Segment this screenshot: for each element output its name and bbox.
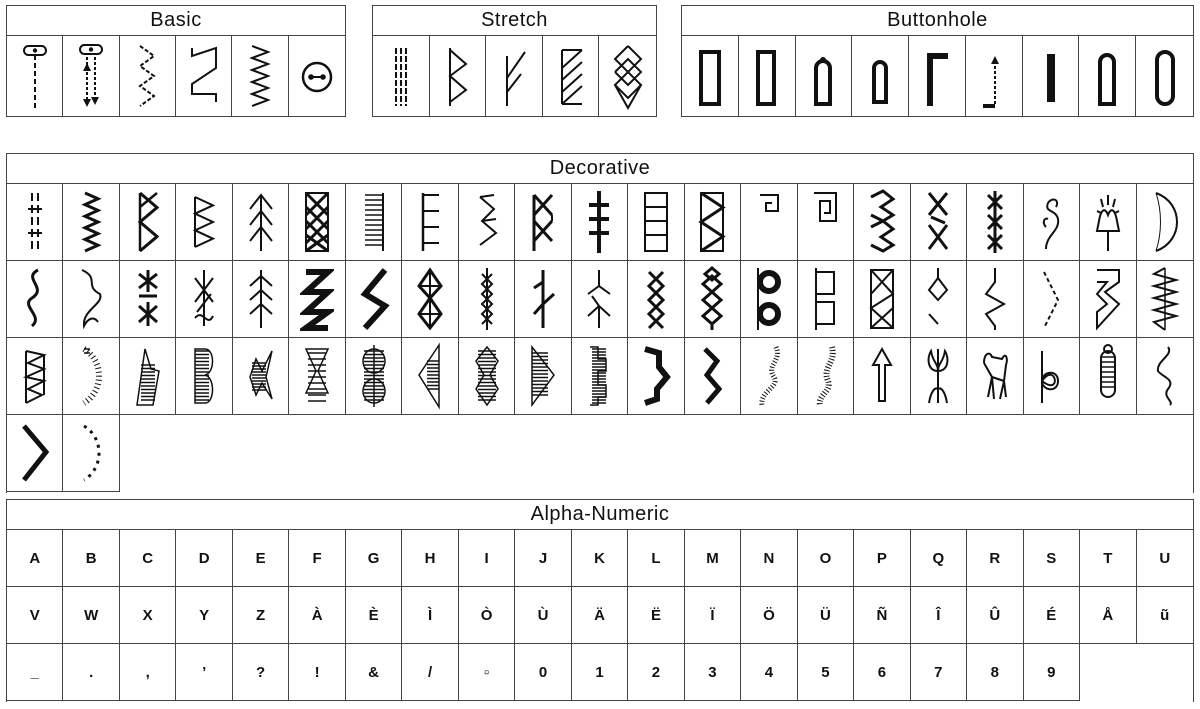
- triangle-box-icon[interactable]: [854, 261, 910, 338]
- square-buttonhole-icon[interactable]: [682, 36, 739, 117]
- character-key[interactable]: S: [1024, 530, 1080, 587]
- rounded-buttonhole-icon[interactable]: [1079, 36, 1136, 117]
- dashed-chevron-icon[interactable]: [1024, 261, 1080, 338]
- bartack-l-icon[interactable]: [909, 36, 966, 117]
- shell-satin-icon[interactable]: [7, 338, 63, 415]
- feather-zig-icon[interactable]: [459, 184, 515, 261]
- buttonhole-section: [681, 5, 1194, 117]
- character-key[interactable]: À: [289, 587, 345, 644]
- arrow-block-icon[interactable]: [1080, 261, 1136, 338]
- s-wave-icon[interactable]: [7, 261, 63, 338]
- satin-step-icon[interactable]: [572, 338, 628, 415]
- zigzag-icon[interactable]: [120, 36, 176, 117]
- character-key[interactable]: V: [7, 587, 63, 644]
- dog-icon[interactable]: [967, 338, 1023, 415]
- character-key[interactable]: É: [1024, 587, 1080, 644]
- character-key[interactable]: ▫: [459, 644, 515, 701]
- empty-cell: [1024, 415, 1080, 492]
- braid-icon[interactable]: [459, 261, 515, 338]
- character-key[interactable]: Y: [176, 587, 232, 644]
- triple-straight-icon[interactable]: [373, 36, 430, 117]
- square-chain-icon[interactable]: [798, 261, 854, 338]
- narrow-square-buttonhole-icon[interactable]: [739, 36, 796, 117]
- empty-cell: [911, 415, 967, 492]
- bold-zigzag-icon[interactable]: [289, 261, 345, 338]
- satin-zig-icon[interactable]: [628, 338, 684, 415]
- tulip-icon[interactable]: [1080, 184, 1136, 261]
- character-key[interactable]: H: [402, 530, 458, 587]
- basic-title: Basic: [7, 6, 345, 36]
- satin-wave-icon[interactable]: [741, 338, 797, 415]
- empty-cell: [233, 415, 289, 492]
- empty-cell: [515, 415, 571, 492]
- character-key[interactable]: U: [1137, 530, 1193, 587]
- alpha-numeric-grid: [7, 530, 1193, 701]
- character-key[interactable]: Û: [967, 587, 1023, 644]
- character-key[interactable]: Ñ: [854, 587, 910, 644]
- character-key[interactable]: O: [798, 530, 854, 587]
- character-key[interactable]: ũ: [1137, 587, 1193, 644]
- character-key[interactable]: D: [176, 530, 232, 587]
- empty-cell: [572, 415, 628, 492]
- snowflake-icon[interactable]: [120, 261, 176, 338]
- feather-icon[interactable]: [486, 36, 543, 117]
- empty-cell: [1080, 415, 1136, 492]
- character-key[interactable]: J: [515, 530, 571, 587]
- character-key[interactable]: Î: [911, 587, 967, 644]
- darning-arrow-icon[interactable]: [966, 36, 1023, 117]
- cross-tie-icon[interactable]: [515, 184, 571, 261]
- empty-cell: [1137, 644, 1193, 701]
- coil-icon[interactable]: [1080, 338, 1136, 415]
- character-key[interactable]: ,: [120, 644, 176, 701]
- fagoting-icon[interactable]: [176, 184, 232, 261]
- character-key[interactable]: 7: [911, 644, 967, 701]
- diamond-stack-icon[interactable]: [685, 261, 741, 338]
- empty-cell: [459, 415, 515, 492]
- character-key[interactable]: 0: [515, 644, 571, 701]
- decorative-section: [6, 153, 1194, 493]
- satin-diamond-icon[interactable]: [459, 338, 515, 415]
- character-key[interactable]: !: [289, 644, 345, 701]
- squiggle-icon[interactable]: [1137, 338, 1193, 415]
- character-key[interactable]: Z: [233, 587, 289, 644]
- branch-icon[interactable]: [515, 261, 571, 338]
- satin-peak-icon[interactable]: [120, 338, 176, 415]
- cross-x-icon[interactable]: [967, 184, 1023, 261]
- character-key[interactable]: /: [402, 644, 458, 701]
- character-key[interactable]: Ï: [685, 587, 741, 644]
- empty-cell: [741, 415, 797, 492]
- character-key[interactable]: 6: [854, 644, 910, 701]
- heart-stitch-icon[interactable]: [1024, 338, 1080, 415]
- flower-icon[interactable]: [911, 338, 967, 415]
- character-key[interactable]: W: [63, 587, 119, 644]
- character-key[interactable]: R: [967, 530, 1023, 587]
- multi-step-zigzag-icon[interactable]: [232, 36, 288, 117]
- empty-cell: [402, 415, 458, 492]
- ladder-icon[interactable]: [628, 184, 684, 261]
- character-key[interactable]: C: [120, 530, 176, 587]
- dotted-arc-icon[interactable]: [63, 415, 119, 492]
- basic-grid: [7, 36, 345, 117]
- character-key[interactable]: 8: [967, 644, 1023, 701]
- buttonhole-title: Buttonhole: [682, 6, 1193, 36]
- satin-funnel-icon[interactable]: [289, 338, 345, 415]
- rick-rack-icon[interactable]: [430, 36, 487, 117]
- satin-wave-bold-icon[interactable]: [798, 338, 854, 415]
- keyhole-round-buttonhole-icon[interactable]: [852, 36, 909, 117]
- arrow-up-icon[interactable]: [854, 338, 910, 415]
- diamond-zig-icon[interactable]: [628, 261, 684, 338]
- character-key[interactable]: B: [63, 530, 119, 587]
- character-key[interactable]: E: [233, 530, 289, 587]
- vine-leaf-icon[interactable]: [1024, 184, 1080, 261]
- character-key[interactable]: Ë: [628, 587, 684, 644]
- character-key[interactable]: Ö: [741, 587, 797, 644]
- ekg-wave-icon[interactable]: [1137, 261, 1193, 338]
- character-key[interactable]: È: [346, 587, 402, 644]
- character-key[interactable]: Å: [1080, 587, 1136, 644]
- twig-icon[interactable]: [572, 261, 628, 338]
- satin-ladder-icon[interactable]: [346, 184, 402, 261]
- character-key[interactable]: X: [120, 587, 176, 644]
- decorative-grid: [7, 184, 1193, 492]
- empty-cell: [685, 415, 741, 492]
- character-key[interactable]: .: [63, 644, 119, 701]
- empty-cell: [798, 415, 854, 492]
- character-key[interactable]: K: [572, 530, 628, 587]
- character-key[interactable]: L: [628, 530, 684, 587]
- diamond-branch-icon[interactable]: [911, 261, 967, 338]
- wide-zigzag-icon[interactable]: [176, 36, 232, 117]
- empty-cell: [1080, 644, 1136, 701]
- straight-left-needle-icon[interactable]: [7, 36, 63, 117]
- character-key[interactable]: &: [346, 644, 402, 701]
- circle-satin-icon[interactable]: [741, 261, 797, 338]
- satin-half-diamond-icon[interactable]: [402, 338, 458, 415]
- stretch-grid: [373, 36, 656, 117]
- satin-double-oval-icon[interactable]: [346, 338, 402, 415]
- round-end-buttonhole-icon[interactable]: [1136, 36, 1193, 117]
- character-key[interactable]: P: [854, 530, 910, 587]
- character-key[interactable]: Ä: [572, 587, 628, 644]
- arrow-tree-icon[interactable]: [233, 261, 289, 338]
- empty-cell: [1137, 415, 1193, 492]
- character-key[interactable]: ’: [176, 644, 232, 701]
- decorative-title: Decorative: [7, 154, 1193, 184]
- straight-reverse-icon[interactable]: [63, 36, 119, 117]
- character-key[interactable]: 5: [798, 644, 854, 701]
- character-key[interactable]: M: [685, 530, 741, 587]
- satin-crescent-icon[interactable]: [63, 338, 119, 415]
- character-key[interactable]: Q: [911, 530, 967, 587]
- meander-icon[interactable]: [798, 184, 854, 261]
- empty-cell: [628, 415, 684, 492]
- character-key[interactable]: 1: [572, 644, 628, 701]
- empty-cell: [289, 415, 345, 492]
- greek-key-icon[interactable]: [741, 184, 797, 261]
- character-key[interactable]: Ì: [402, 587, 458, 644]
- curl-wave-icon[interactable]: [63, 261, 119, 338]
- stretch-title: Stretch: [373, 6, 656, 36]
- character-key[interactable]: T: [1080, 530, 1136, 587]
- crosshatch-icon[interactable]: [289, 184, 345, 261]
- basic-section: [6, 5, 346, 117]
- triple-dash-icon[interactable]: [7, 184, 63, 261]
- character-key[interactable]: I: [459, 530, 515, 587]
- character-key[interactable]: 9: [1024, 644, 1080, 701]
- satin-lightning-icon[interactable]: [685, 338, 741, 415]
- diamond-chain-icon[interactable]: [402, 261, 458, 338]
- character-key[interactable]: Ü: [798, 587, 854, 644]
- buttonhole-grid: [682, 36, 1193, 117]
- bold-chevron-right-icon[interactable]: [7, 415, 63, 492]
- scallop-icon[interactable]: [1137, 184, 1193, 261]
- zigzag-blanket-icon[interactable]: [63, 184, 119, 261]
- satin-triangle-icon[interactable]: [515, 338, 571, 415]
- satin-star-icon[interactable]: [233, 338, 289, 415]
- character-key[interactable]: F: [289, 530, 345, 587]
- character-key[interactable]: ?: [233, 644, 289, 701]
- character-key[interactable]: N: [741, 530, 797, 587]
- empty-cell: [176, 415, 232, 492]
- button-sew-icon[interactable]: [289, 36, 345, 117]
- alpha-numeric-section: [6, 499, 1194, 702]
- character-key[interactable]: 2: [628, 644, 684, 701]
- satin-b-icon[interactable]: [176, 338, 232, 415]
- alpha-numeric-title: Alpha-Numeric: [7, 500, 1193, 530]
- character-key[interactable]: _: [7, 644, 63, 701]
- wave-scroll-icon[interactable]: [854, 184, 910, 261]
- ladder-stretch-icon[interactable]: [543, 36, 600, 117]
- twist-cross-icon[interactable]: [176, 261, 232, 338]
- empty-cell: [346, 415, 402, 492]
- triangle-ladder-icon[interactable]: [685, 184, 741, 261]
- lightning-icon[interactable]: [967, 261, 1023, 338]
- character-key[interactable]: A: [7, 530, 63, 587]
- bar-icon[interactable]: [1023, 36, 1080, 117]
- empty-cell: [967, 415, 1023, 492]
- double-x-icon[interactable]: [911, 184, 967, 261]
- honeycomb-icon[interactable]: [599, 36, 656, 117]
- character-key[interactable]: Ò: [459, 587, 515, 644]
- stretch-section: [372, 5, 657, 117]
- keyhole-buttonhole-icon[interactable]: [796, 36, 853, 117]
- character-key[interactable]: 3: [685, 644, 741, 701]
- bold-chevron-icon[interactable]: [346, 261, 402, 338]
- empty-cell: [120, 415, 176, 492]
- character-key[interactable]: G: [346, 530, 402, 587]
- cross-bar-icon[interactable]: [572, 184, 628, 261]
- triangle-chain-icon[interactable]: [120, 184, 176, 261]
- comb-icon[interactable]: [402, 184, 458, 261]
- character-key[interactable]: 4: [741, 644, 797, 701]
- chevron-arrow-icon[interactable]: [233, 184, 289, 261]
- empty-cell: [854, 415, 910, 492]
- character-key[interactable]: Ù: [515, 587, 571, 644]
